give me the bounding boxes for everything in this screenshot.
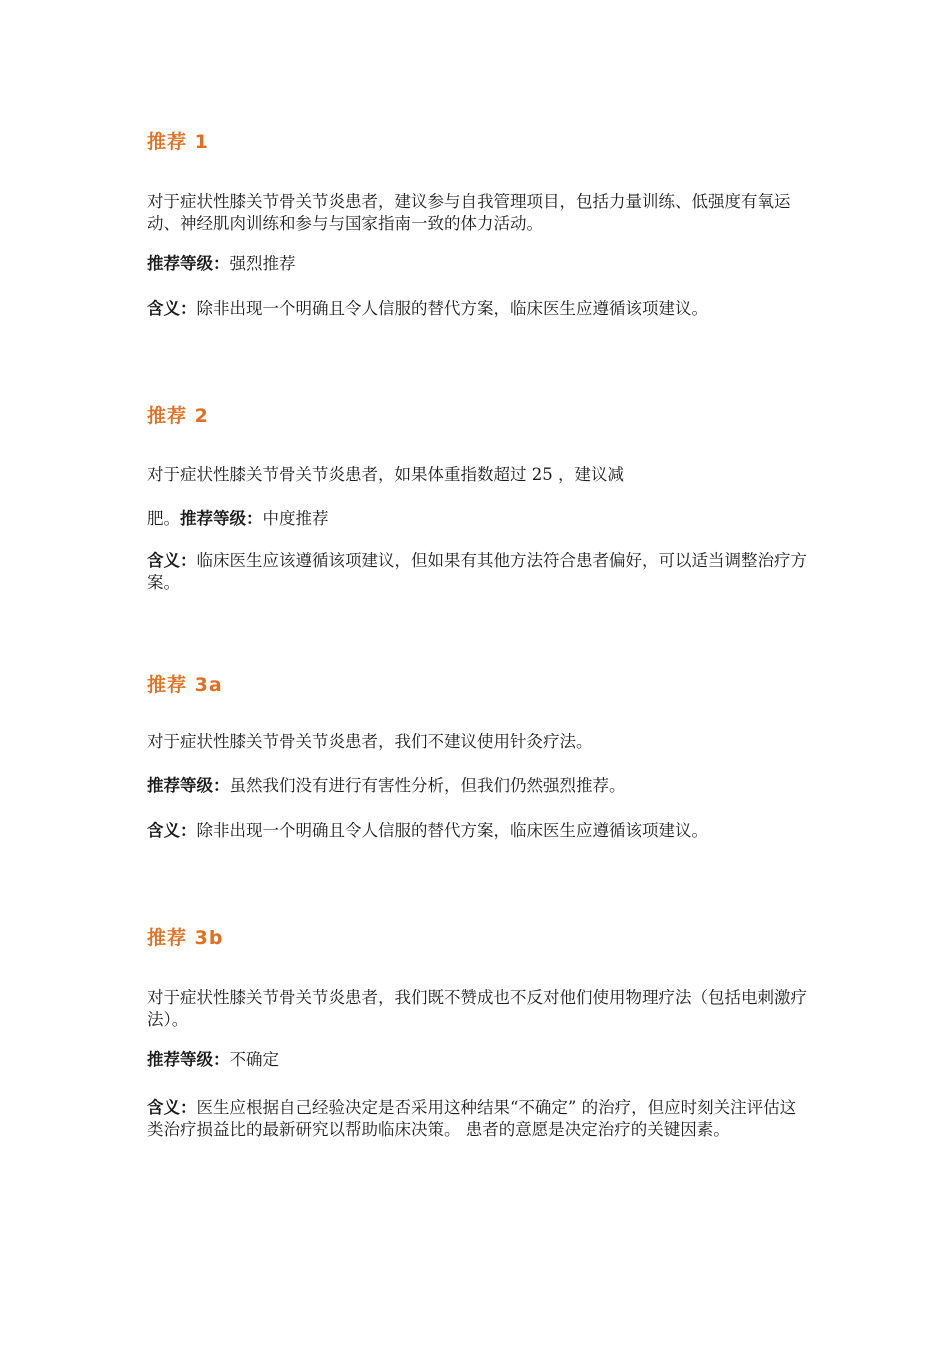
grade-value: 中度推荐 bbox=[262, 509, 329, 528]
grade-label: 推荐等级： bbox=[147, 776, 230, 795]
recommendation-heading: 推荐 3a bbox=[147, 674, 223, 696]
recommendation-statement: 对于症状性膝关节骨关节炎患者，建议参与自我管理项目，包括力量训练、低强度有氧运动、神经肌肉训练和参与与国家指南一致的体力活动。 bbox=[147, 192, 791, 233]
meaning-label: 含义： bbox=[147, 551, 197, 570]
grade-value: 强烈推荐 bbox=[229, 254, 296, 273]
meaning-value: 医生应根据自己经验决定是否采用这种结果“不确定” 的治疗，但应时刻关注评估这类治疗损益比的最新研究以帮助临床决策。 患者的意愿是决定治疗的关键因素。 bbox=[147, 1098, 797, 1139]
meaning-label: 含义： bbox=[147, 1098, 197, 1117]
recommendation-meaning bbox=[147, 820, 812, 842]
recommendation-statement: 对于症状性膝关节骨关节炎患者，我们不建议使用针灸疗法。 bbox=[147, 732, 593, 751]
recommendation-statement: 对于症状性膝关节骨关节炎患者，我们既不赞成也不反对他们使用物理疗法（包括电刺激疗法）。 bbox=[147, 988, 807, 1029]
recommendation-heading: 推荐 1 bbox=[147, 131, 209, 153]
recommendation-3a bbox=[147, 673, 812, 840]
meaning-value: 除非出现一个明确且令人信服的替代方案，临床医生应遵循该项建议。 bbox=[196, 299, 708, 318]
meaning-value: 除非出现一个明确且令人信服的替代方案，临床医生应遵循该项建议。 bbox=[196, 821, 708, 840]
recommendation-1 bbox=[147, 130, 812, 318]
grade-label: 推荐等级： bbox=[147, 254, 230, 273]
recommendation-heading: 推荐 2 bbox=[147, 405, 209, 427]
grade-label: 推荐等级： bbox=[147, 1050, 230, 1069]
recommendation-grade bbox=[147, 1049, 812, 1071]
grade-label: 推荐等级： bbox=[180, 509, 263, 528]
meaning-label: 含义： bbox=[147, 299, 197, 318]
grade-value: 虽然我们没有进行有害性分析，但我们仍然强烈推荐。 bbox=[229, 776, 626, 795]
recommendation-grade bbox=[147, 508, 812, 530]
meaning-value: 临床医生应该遵循该项建议，但如果有其他方法符合患者偏好，可以适当调整治疗方案。 bbox=[147, 551, 807, 592]
recommendation-meaning bbox=[147, 550, 812, 594]
recommendation-3b bbox=[147, 926, 812, 1139]
grade-value: 不确定 bbox=[229, 1050, 279, 1069]
recommendation-grade bbox=[147, 775, 812, 797]
recommendation-grade bbox=[147, 253, 812, 275]
recommendation-heading: 推荐 3b bbox=[147, 927, 224, 949]
recommendation-2 bbox=[147, 404, 812, 592]
recommendation-meaning bbox=[147, 1097, 812, 1141]
recommendation-statement: 对于症状性膝关节骨关节炎患者，如果体重指数超过 25 ，建议减 bbox=[147, 465, 624, 484]
meaning-label: 含义： bbox=[147, 821, 197, 840]
recommendation-meaning bbox=[147, 298, 812, 320]
recommendation-statement-end: 肥。 bbox=[147, 509, 180, 528]
